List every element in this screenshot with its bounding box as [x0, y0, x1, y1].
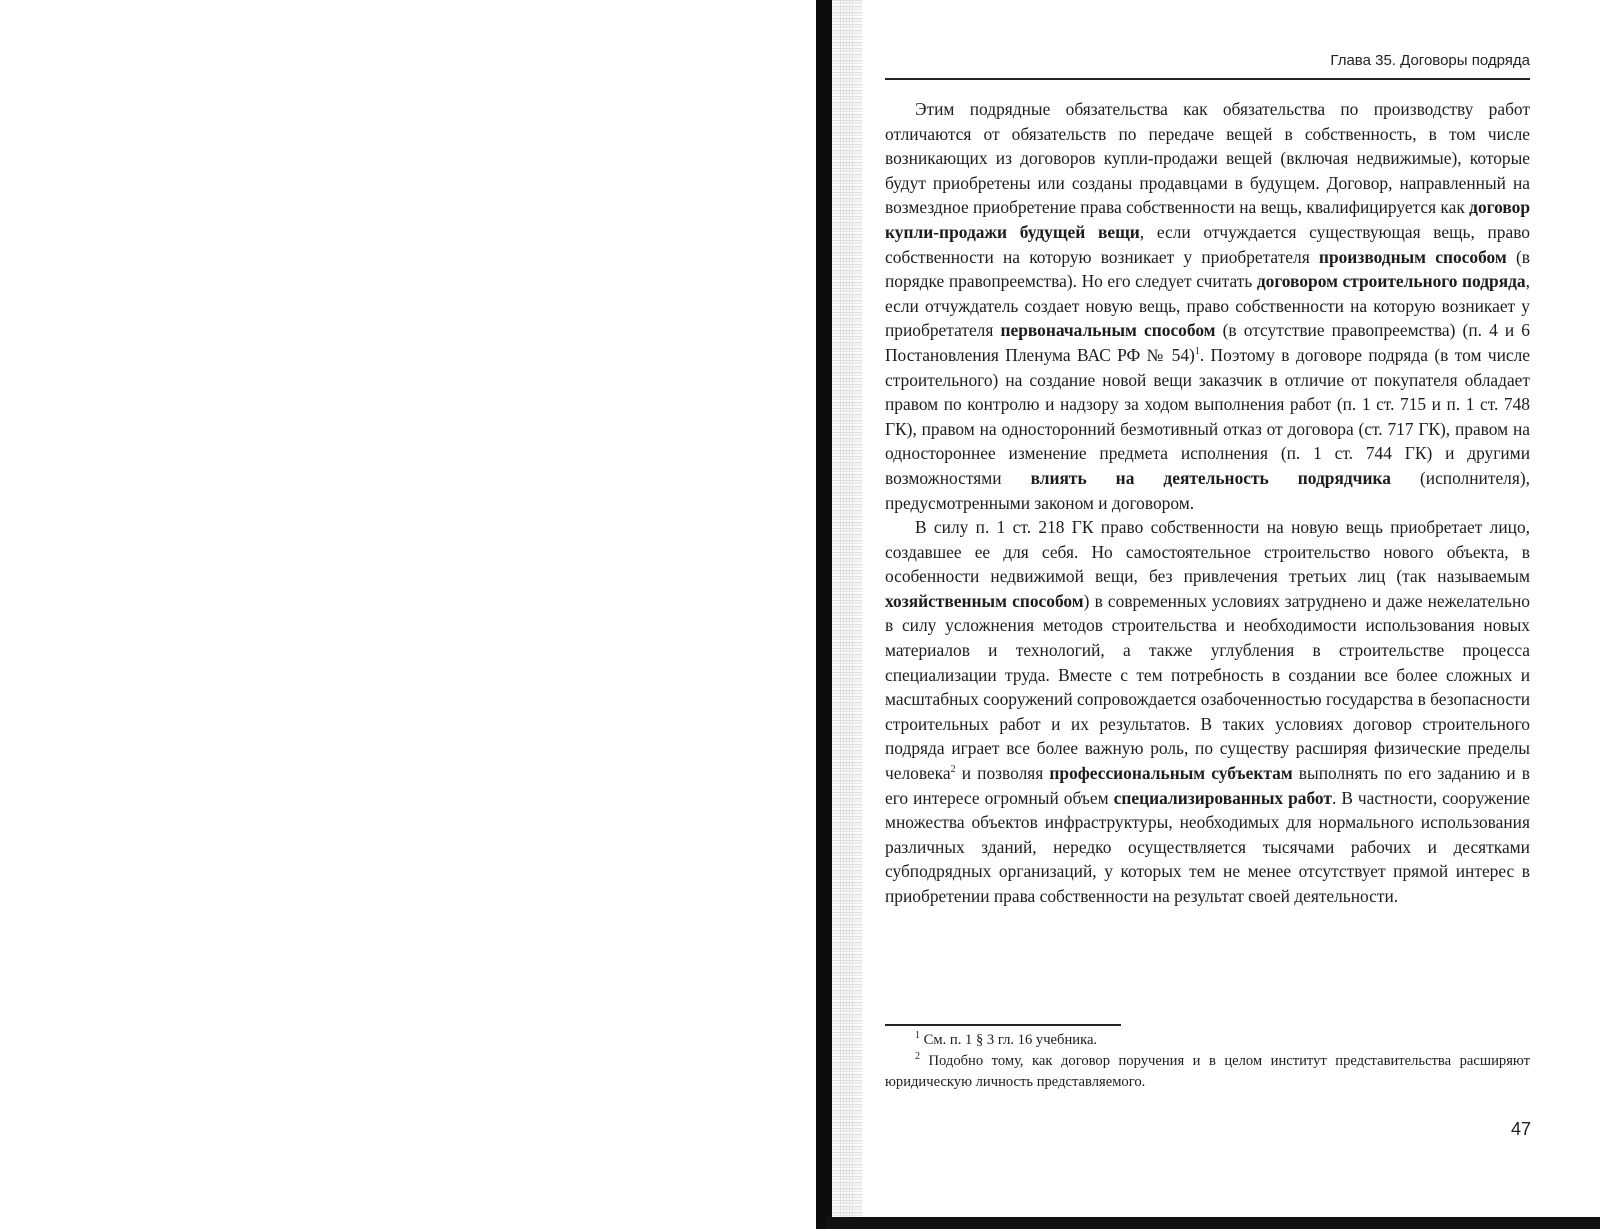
- paragraph-1-part-7: (исполнителя), предусмотренными законом и договором.: [885, 467, 1530, 513]
- paragraph-2-part-5: . В частности, сооружение множества объектов инфраструктуры, необходимых для нормального использования различных зданий, нередко осуществляется тысячами рабочих и десятками субподрядных организаций, у которых тем не менее отсутствует прямой интерес в приобретении права собственности на результат своей деятельности.: [885, 787, 1531, 906]
- paragraph-1-part-5: (в отсутствие правопреемства) (п. 4 и 6 Постановления Пленума ВАС РФ № 54): [885, 320, 1530, 365]
- footnotes: [885, 1030, 1530, 1093]
- footnote-1-number: 1: [915, 1030, 920, 1042]
- footnote-1: [885, 1030, 1530, 1051]
- page-number: 47: [1510, 1119, 1531, 1139]
- bold-term-economic-method: хозяйственным способом: [885, 590, 1084, 611]
- book-page: [885, 40, 1531, 1210]
- bottom-scan-edge: [826, 1217, 1600, 1229]
- paragraph-2: [885, 515, 1530, 909]
- bold-term-derivative-method: производным способом: [1318, 246, 1507, 267]
- footnote-2: [885, 1051, 1530, 1093]
- paragraph-1: [885, 97, 1530, 515]
- paragraph-1-part-2: , если отчуждается существующая вещь, право собственности на которую возникает у приобретателя: [885, 221, 1530, 267]
- bold-term-professional-subjects: профессиональным субъектам: [1049, 763, 1293, 784]
- bold-term-influence-contractor: влиять на деятельность подрядчика: [1030, 467, 1391, 488]
- footnote-1-text: См. п. 1 § 3 гл. 16 учебника.: [920, 1032, 1098, 1048]
- footnote-rule: [885, 1024, 1121, 1026]
- body-text: [885, 97, 1530, 909]
- footnote-ref-1[interactable]: 1: [1194, 346, 1200, 358]
- paragraph-1-part-1: Этим подрядные обязательства как обязательства по производству работ отличаются от обязательств по передаче вещей в собственность, в том числе возникающих из договоров купли-продажи вещей (включая недвижимые), которые будут приобретены или созданы продавцами в будущем. Договор, направленный на возмездное приобретение права собственности на вещь, квалифицируется как: [885, 99, 1530, 218]
- paragraph-2-part-3: и позволяя: [955, 763, 1050, 784]
- bold-term-original-method: первоначальным способом: [1000, 320, 1216, 341]
- footnote-2-number: 2: [915, 1051, 920, 1063]
- footnote-ref-2[interactable]: 2: [950, 764, 956, 776]
- paragraph-2-part-2: ) в современных условиях затруднено и даже нежелательно в силу усложнения методов строительства и необходимости использования новых материалов и технологий, а также углубления в строительстве процесса специализации труда. Вместе с тем потребность в создании все более сложных и масштабных сооружений сопровождается озабоченностью государства в безопасности строительных работ и их результатов. В таких условиях договор строительного подряда играет все более важную роль, по существу расширяя физические пределы человека: [885, 590, 1530, 784]
- gutter-scan-streaks: [840, 0, 854, 1229]
- bold-term-construction-contract: договором строительного подряда: [1256, 271, 1526, 292]
- paragraph-1-part-6: . Поэтому в договоре подряда (в том числе строительного) на создание новой вещи заказчик в отличие от покупателя обладает правом по контролю и надзору за ходом выполнения работ (п. 1 ст. 715 и п. 1 ст. 748 ГК), правом на односторонний безмотивный отказ от договора (ст. 717 ГК), правом на одностороннее изменение предмета исполнения (п. 1 ст. 744 ГК) и другими возможностями: [885, 344, 1530, 488]
- book-spine-shadow: [816, 0, 832, 1229]
- bold-term-future-thing-sale: договор купли-продажи будущей вещи: [885, 197, 1530, 242]
- header-rule: [885, 78, 1530, 80]
- bold-term-specialized-works: специализированных работ: [1113, 787, 1332, 808]
- paragraph-1-part-4: , если отчуждатель создает новую вещь, право собственности на которую возникает у приобретателя: [885, 271, 1530, 341]
- footnote-2-text: Подобно тому, как договор поручения и в целом институт представительства расширяют юридическую личность представляемого.: [885, 1053, 1530, 1090]
- paragraph-2-part-1: В силу п. 1 ст. 218 ГК право собственности на новую вещь приобретает лицо, создавшее ее для себя. Но самостоятельное строительство нового объекта, в особенности недвижимой вещи, без привлечения третьих лиц (так называемым: [885, 517, 1530, 587]
- paragraph-1-part-3: (в порядке правопреемства). Но его следует считать: [885, 246, 1531, 292]
- running-head: Глава 35. Договоры подряда: [1330, 52, 1530, 69]
- paragraph-2-part-4: выполнять по его заданию и в его интересе огромный объем: [885, 763, 1530, 808]
